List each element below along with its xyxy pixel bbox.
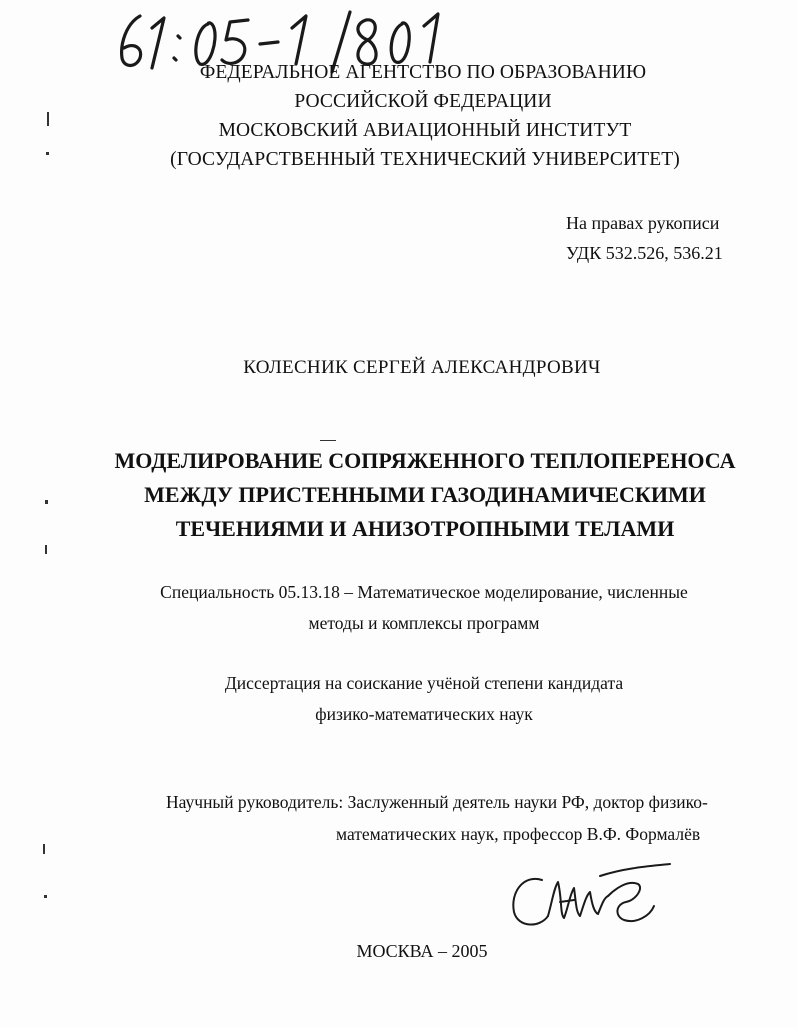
title-line: ТЕЧЕНИЯМИ И АНИЗОТРОПНЫМИ ТЕЛАМИ xyxy=(175,516,675,541)
scan-mark xyxy=(43,844,45,854)
supervisor-line: Научный руководитель: Заслуженный деятель науки РФ, доктор физико- xyxy=(166,792,708,812)
rights-block xyxy=(566,208,723,268)
udc-code: УДК 532.526, 536.21 xyxy=(566,243,723,263)
specialty-block xyxy=(0,577,798,639)
supervisor-line: математических наук, профессор В.Ф. Формалёв xyxy=(336,824,701,844)
city-year: МОСКВА – 2005 xyxy=(356,941,488,961)
specialty-line: методы и комплексы программ xyxy=(308,613,540,633)
dissertation-title xyxy=(0,444,798,546)
manuscript-rights: На правах рукописи xyxy=(566,213,720,233)
organization-header xyxy=(0,58,798,174)
scan-mark xyxy=(320,440,336,441)
title-line: МЕЖДУ ПРИСТЕННЫМИ ГАЗОДИНАМИЧЕСКИМИ xyxy=(144,482,706,507)
degree-line: физико-математических наук xyxy=(315,704,533,724)
organization-line: ФЕДЕРАЛЬНОЕ АГЕНТСТВО ПО ОБРАЗОВАНИЮ xyxy=(199,62,647,83)
scan-mark xyxy=(45,545,47,554)
degree-block xyxy=(0,668,798,730)
title-line: МОДЕЛИРОВАНИЕ СОПРЯЖЕННОГО ТЕПЛОПЕРЕНОСА xyxy=(114,448,736,473)
supervisor-block xyxy=(166,786,708,850)
degree-line: Диссертация на соискание учёной степени кандидата xyxy=(224,673,624,693)
specialty-line: Специальность 05.13.18 – Математическое моделирование, численные xyxy=(160,582,688,602)
author-name: КОЛЕСНИК СЕРГЕЙ АЛЕКСАНДРОВИЧ xyxy=(243,357,601,378)
organization-line: МОСКОВСКИЙ АВИАЦИОННЫЙ ИНСТИТУТ xyxy=(218,120,632,141)
organization-line: РОССИЙСКОЙ ФЕДЕРАЦИИ xyxy=(294,91,552,112)
organization-line: (ГОСУДАРСТВЕННЫЙ ТЕХНИЧЕСКИЙ УНИВЕРСИТЕТ) xyxy=(170,149,680,170)
handwritten-signature xyxy=(504,858,674,938)
scan-mark xyxy=(44,895,47,898)
